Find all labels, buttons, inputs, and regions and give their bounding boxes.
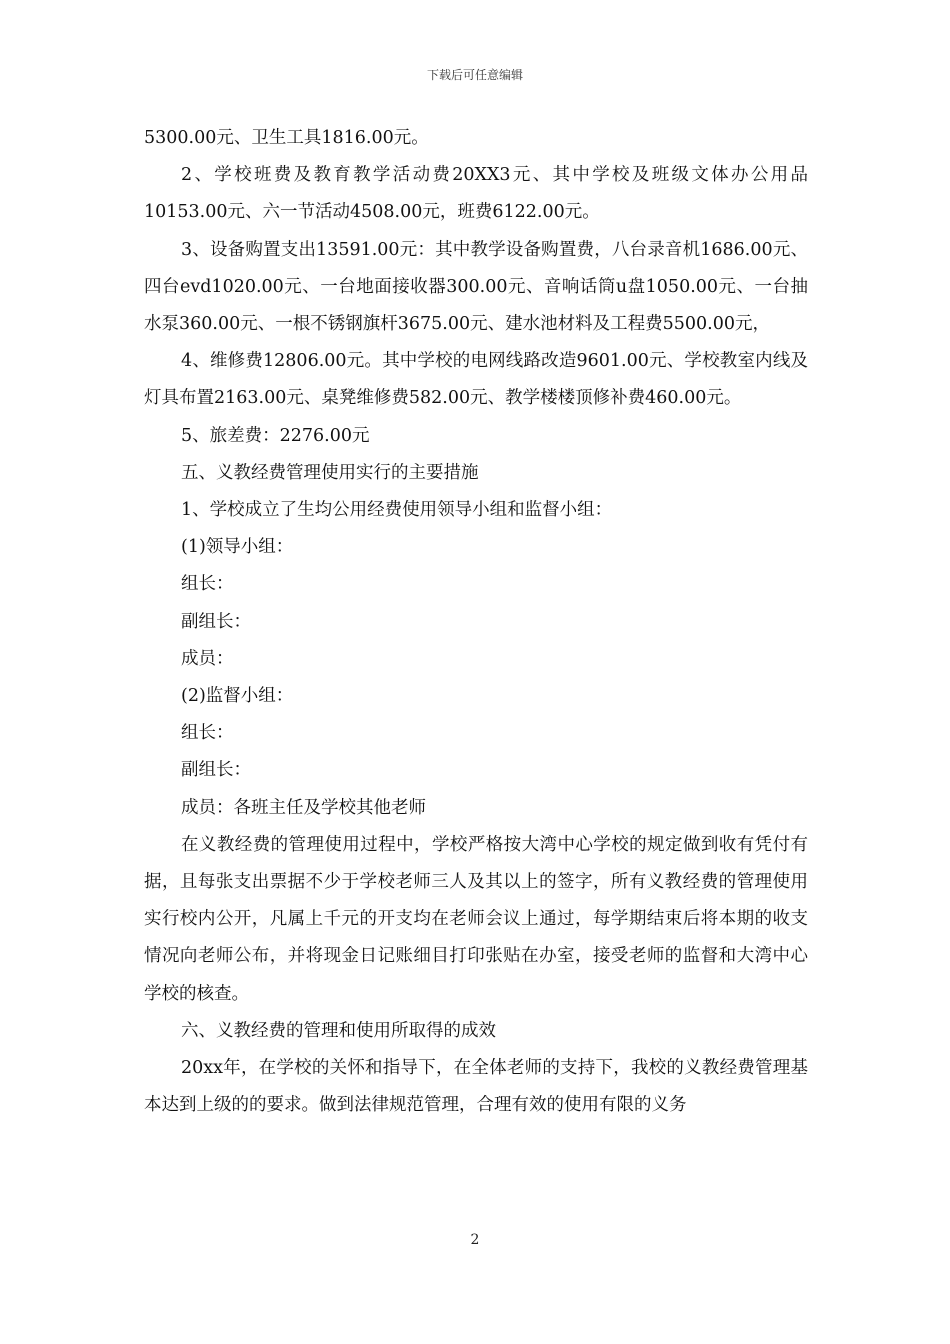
paragraph: 1、学校成立了生均公用经费使用领导小组和监督小组： [181, 500, 613, 521]
list-item: 组长： [181, 723, 234, 744]
list-item: 成员：各班主任及学校其他老师 [181, 797, 426, 818]
list-item: (2)监督小组： [181, 686, 294, 707]
paragraph: 5300.00元、卫生工具1816.00元。 [144, 128, 429, 148]
section-heading: 六、义教经费的管理和使用所取得的成效 [181, 1020, 496, 1041]
page-header: 下载后可任意编辑 [426, 68, 523, 82]
paragraph: 4、维修费12806.00元。其中学校的电网线路改造9601.00元、学校教室内线及灯具布置2163.00元、桌凳维修费582.00元、教学楼楼顶修补费460.00元。 [144, 351, 808, 409]
paragraph: 在义教经费的管理使用过程中，学校严格按大湾中心学校的规定做到收有凭付有据，且每张支出票据不少于学校老师三人及其以上的签字，所有义教经费的管理使用实行校内公开，凡属上千元的开支均在老师会议上通过，每学期结束后将本期的收支情况向老师公布，并将现金日记账细目打印张贴在办室，接受老师的监督和大湾中心学校的核查。 [144, 834, 808, 1004]
document-body [144, 120, 808, 1124]
paragraph: 5、旅差费：2276.00元 [181, 425, 370, 446]
list-item: 副组长： [181, 760, 251, 781]
list-item: (1)领导小组： [181, 537, 294, 558]
paragraph: 2、学校班费及教育教学活动费20XX3元、其中学校及班级文体办公用品10153.00元、六一节活动4508.00元，班费6122.00元。 [144, 165, 808, 223]
paragraph: 20xx年，在学校的关怀和指导下，在全体老师的支持下，我校的义教经费管理基本达到上级的的要求。做到法律规范管理，合理有效的使用有限的义务 [144, 1058, 808, 1116]
list-item: 组长： [181, 574, 234, 595]
paragraph: 3、设备购置支出13591.00元：其中教学设备购置费，八台录音机1686.00元、四台evd1020.00元、一台地面接收器300.00元、音响话筒u盘1050.00元、一台抽水泵360.00元、一根不锈钢旗杆3675.00元、建水池材料及工程费5500.00元， [144, 239, 808, 335]
section-heading: 五、义教经费管理使用实行的主要措施 [181, 462, 479, 483]
page-number: 2 [470, 1232, 480, 1248]
list-item: 成员： [181, 648, 234, 669]
list-item: 副组长： [181, 611, 251, 632]
